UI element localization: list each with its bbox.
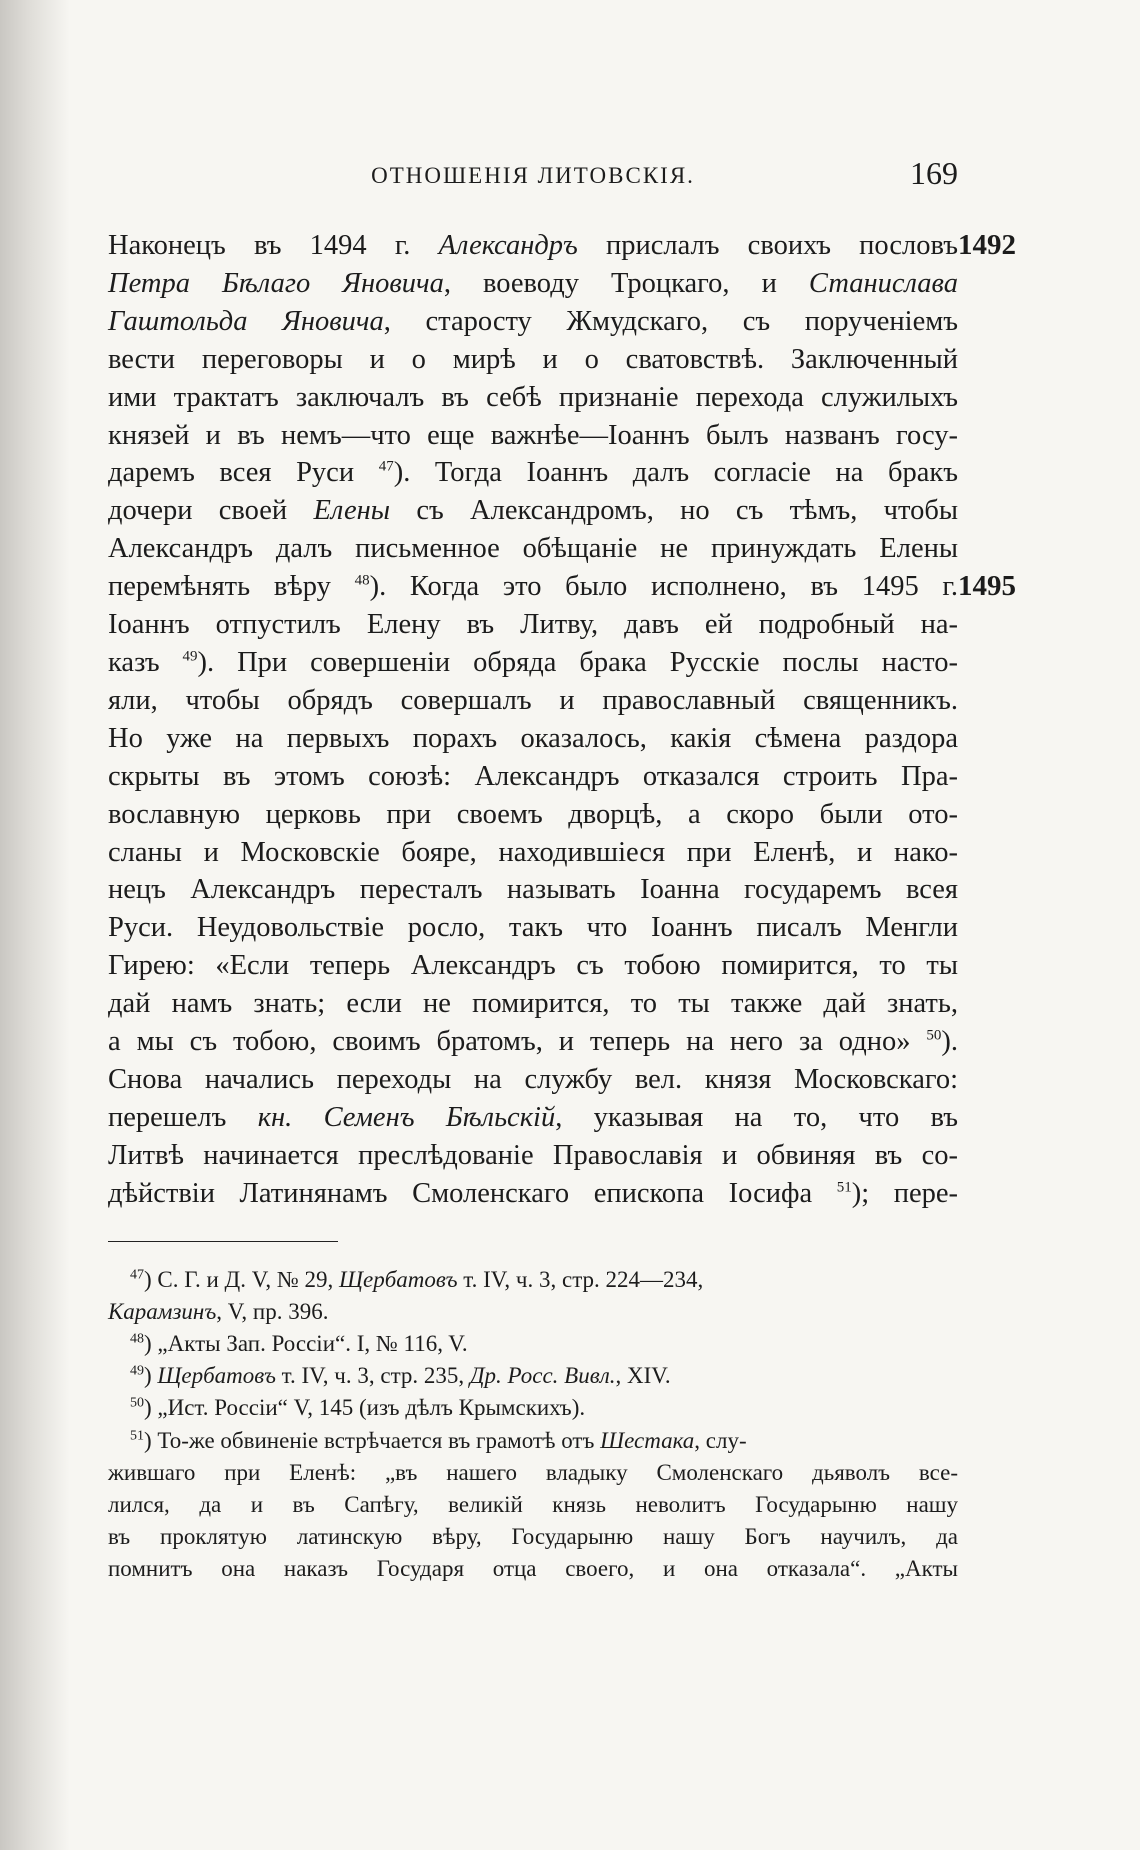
text-line [108,796,958,834]
text-run: сланы и Московскіе бояре, находившіеся при Еленѣ, и нако- [108,836,958,868]
text-run: Александръ далъ письменное обѣщаніе не принуждать Елены [108,533,958,565]
text-line [108,568,958,606]
text-line [108,265,958,303]
footnotes [108,1264,958,1586]
page-header [108,155,958,203]
text-line [108,492,958,530]
text-run: казъ [108,646,183,678]
book-page [108,155,1016,1586]
text-line [108,947,958,985]
footnote-continuation [108,1521,958,1553]
text-line [108,644,958,682]
text-run: дочери своей [108,495,314,527]
italic-text: Гаштольда Яновича [108,305,384,337]
text-line [108,909,958,947]
footnote-rule [108,1241,338,1242]
italic-text: Др. Росс. Вивл. [469,1363,616,1389]
text-run: ). При совершеніи обряда брака Русскіе послы насто- [197,646,958,678]
text-run: Но уже на первыхъ порахъ оказалось, какія сѣмена раздора [108,722,958,754]
text-line [108,1175,958,1213]
footnote-continuation [108,1296,958,1328]
text-run: ). Когда это было исполнено, въ 1495 г. [369,571,959,603]
footnote-reference: 49 [182,648,198,665]
text-run: , V, пр. 396. [216,1298,329,1324]
margin-year-1495: 1495 [958,570,1016,602]
text-run: вести переговоры и о мирѣ и о сватовствѣ. Заключенный [108,343,958,375]
text-run: перемѣнять вѣру [108,571,355,603]
page-number: 169 [910,155,958,191]
text-line [108,530,958,568]
text-line [108,1061,958,1099]
text-run: Снова начались переходы на службу вел. князя Московскаго: [108,1063,958,1095]
text-line [108,454,958,492]
footnote-51 [108,1425,958,1457]
text-run: ); пере- [851,1177,958,1209]
text-run: ) „Акты Зап. Россіи“. I, № 116, V. [144,1330,468,1356]
text-run: ) То-же обвиненіе встрѣчается въ грамотѣ отъ [144,1427,601,1453]
text-run: Руси. Неудовольствіе росло, такъ что Іоаннъ писалъ Менгли [108,912,958,944]
main-text-lines [108,227,958,1213]
text-run: князей и въ немъ—что еще важнѣе—Іоаннъ былъ названъ госу- [108,419,958,451]
text-run: прислалъ своихъ пословъ [577,230,958,261]
italic-text: Петра Бѣлаго Яновича [108,267,444,299]
running-title: ОТНОШЕНІЯ ЛИТОВСКІЯ. [371,163,695,188]
footnote-reference: 51 [836,1179,852,1196]
text-run: нецъ Александръ пересталъ называть Іоанна государемъ всея [108,874,958,906]
italic-text: Щербатовъ [157,1363,276,1389]
text-line [108,1023,958,1061]
footnote-48 [108,1328,958,1360]
text-run: т. IV, ч. 3, стр. 224—234, [457,1266,704,1292]
text-run: жившаго при Еленѣ: „въ нашего владыку Смоленскаго дьяволъ все- [108,1459,958,1485]
footnote-continuation [108,1489,958,1521]
text-line [108,720,958,758]
text-run: ) „Ист. Россіи“ V, 145 (изъ дѣлъ Крымскихъ). [144,1395,586,1421]
text-run: ими трактатъ заключалъ въ себѣ признаніе перехода служилыхъ [108,381,958,413]
text-line [108,985,958,1023]
main-text [108,227,1016,1213]
italic-text: Карамзинъ [108,1298,217,1324]
text-run: ) [144,1363,158,1389]
footnote-49 [108,1360,958,1392]
footnote-number: 51 [130,1427,144,1443]
text-line [108,417,958,455]
text-run: вославную церковь при своемъ дворцѣ, а скоро были ото- [108,798,958,830]
text-line [108,303,958,341]
italic-text: Елены [313,495,391,527]
text-line [108,682,958,720]
italic-text: кн. Семенъ Бѣльскій [257,1101,556,1133]
text-run: Наконецъ въ 1494 г. [108,230,439,261]
text-run: помнитъ она наказъ Государя отца своего, и она отказала“. „Акты [108,1556,958,1582]
text-run: т. IV, ч. 3, стр. 235, [275,1363,470,1389]
italic-text: Щербатовъ [339,1266,458,1292]
text-run: , XIV. [615,1363,671,1389]
footnote-number: 48 [130,1331,144,1347]
footnote-reference: 48 [354,572,370,589]
text-run: въ проклятую латинскую вѣру, Государыню нашу Богъ научилъ, да [108,1524,958,1550]
footnote-number: 49 [130,1363,144,1379]
text-run: Литвѣ начинается преслѣдованіе Православія и обвиняя въ со- [108,1139,958,1171]
text-line [108,758,958,796]
text-run: дѣйствіи Латинянамъ Смоленскаго епископа Іосифа [108,1177,837,1209]
italic-text: Шестака [600,1427,695,1453]
text-run: , воеводу Троцкаго, и [443,267,809,299]
footnote-number: 50 [130,1395,144,1411]
text-run: , старосту Жмудскаго, съ порученіемъ [383,305,958,337]
text-line [108,227,958,265]
book-spine-shadow [0,0,70,1850]
text-run: съ Александромъ, но съ тѣмъ, чтобы [390,495,958,527]
text-run: ). Тогда Іоаннъ далъ согласіе на бракъ [393,457,958,489]
text-run: а мы съ тобою, своимъ братомъ, и теперь на него за одно» [108,1026,927,1058]
text-run: , указывая на то, что въ [555,1101,958,1133]
text-run: Гирею: «Если теперь Александръ съ тобою помирится, то ты [108,950,958,982]
text-run: ) С. Г. и Д. V, № 29, [144,1266,340,1292]
text-run: ). [941,1026,958,1058]
text-line [108,341,958,379]
text-run: скрыты въ этомъ союзѣ: Александръ отказался строить Пра- [108,760,958,792]
footnote-50 [108,1392,958,1424]
margin-year-1492: 1492 [958,229,1016,261]
text-line [108,379,958,417]
text-line [108,606,958,644]
footnote-reference: 47 [378,458,394,475]
text-run: яли, чтобы обрядъ совершалъ и православный священникъ. [108,684,958,716]
text-line [108,1099,958,1137]
italic-text: Станислава [808,267,958,299]
footnote-continuation [108,1457,958,1489]
footnote-reference: 50 [926,1027,942,1044]
footnote-47 [108,1264,958,1296]
text-run: перешелъ [108,1101,258,1133]
text-line [108,871,958,909]
paragraph [108,227,958,1213]
text-run: , слу- [694,1427,747,1453]
text-line [108,834,958,872]
text-line [108,1137,958,1175]
text-run: Іоаннъ отпустилъ Елену въ Литву, давъ ей подробный на- [108,609,958,641]
text-run: дай намъ знать; если не помирится, то ты также дай знать, [108,988,958,1020]
text-run: даремъ всея Руси [108,457,379,489]
italic-text: Александръ [438,230,578,261]
text-run: лился, да и въ Сапѣгу, великій князь неволитъ Государыню нашу [108,1491,958,1517]
footnote-continuation [108,1553,958,1585]
footnote-number: 47 [130,1266,144,1282]
